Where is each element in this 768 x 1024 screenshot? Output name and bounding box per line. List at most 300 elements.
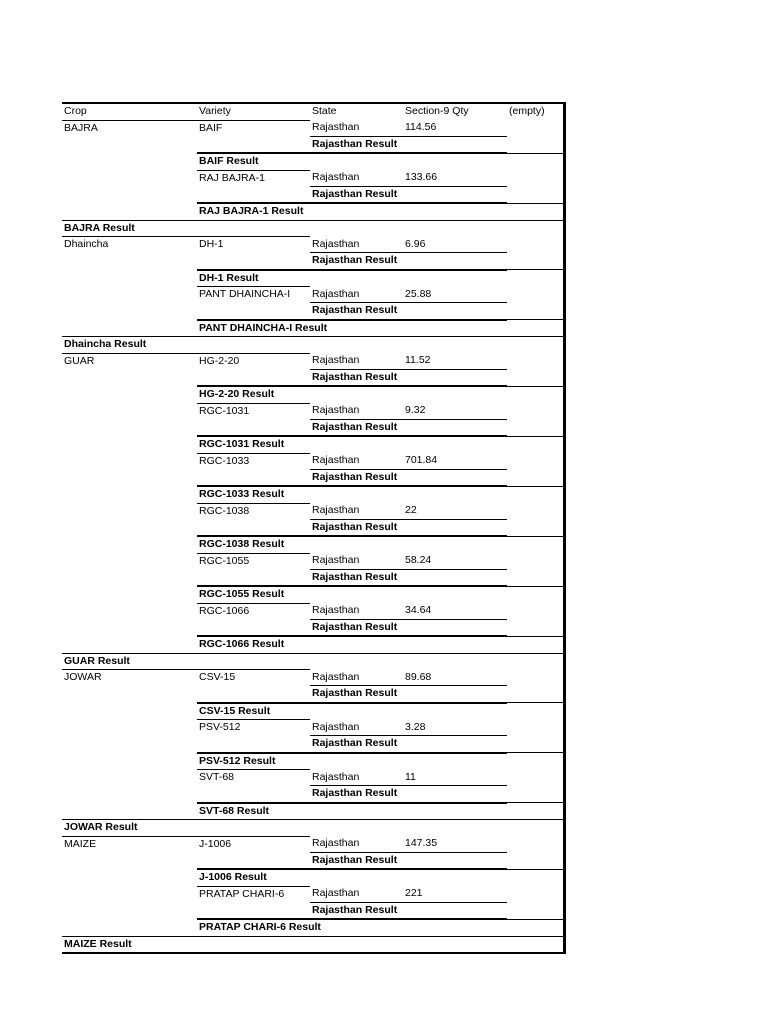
qty-cell[interactable] bbox=[403, 536, 507, 553]
state-cell[interactable]: Rajasthan Result bbox=[310, 136, 403, 153]
qty-cell[interactable]: 34.64 bbox=[405, 604, 432, 616]
qty-cell[interactable] bbox=[403, 703, 507, 720]
table-row bbox=[62, 670, 564, 686]
crop-cell[interactable] bbox=[62, 203, 197, 220]
empty-cell[interactable] bbox=[507, 287, 564, 303]
state-cell[interactable] bbox=[310, 270, 403, 287]
crop-cell[interactable] bbox=[62, 453, 197, 469]
state-cell[interactable]: Rajasthan bbox=[312, 504, 360, 516]
table-row bbox=[62, 686, 564, 703]
empty-cell[interactable] bbox=[507, 670, 564, 686]
empty-cell[interactable] bbox=[507, 503, 564, 519]
crop-cell[interactable]: JOWAR Result bbox=[62, 820, 197, 837]
empty-cell[interactable] bbox=[507, 753, 564, 770]
header-empty[interactable]: (empty) bbox=[509, 105, 545, 117]
state-cell[interactable]: Rajasthan bbox=[312, 237, 360, 250]
crop-cell[interactable] bbox=[62, 586, 197, 603]
empty-cell[interactable] bbox=[507, 686, 564, 703]
variety-cell[interactable] bbox=[197, 736, 310, 753]
variety-cell[interactable]: SVT-68 Result bbox=[197, 803, 310, 820]
crop-cell[interactable] bbox=[62, 703, 197, 720]
variety-cell[interactable] bbox=[197, 619, 310, 636]
state-cell[interactable] bbox=[310, 653, 403, 670]
state-cell[interactable] bbox=[310, 386, 403, 403]
table-row bbox=[62, 553, 564, 569]
variety-cell[interactable]: SVT-68 bbox=[197, 770, 310, 786]
crop-cell[interactable] bbox=[62, 153, 197, 170]
crop-cell[interactable] bbox=[62, 287, 197, 303]
qty-cell[interactable]: 6.96 bbox=[405, 237, 426, 250]
qty-cell[interactable] bbox=[403, 586, 507, 603]
variety-cell[interactable] bbox=[197, 337, 310, 354]
empty-cell[interactable] bbox=[507, 736, 564, 753]
qty-cell[interactable] bbox=[403, 753, 507, 770]
table-row bbox=[62, 486, 564, 503]
qty-cell[interactable] bbox=[403, 736, 507, 753]
qty-cell[interactable]: 25.88 bbox=[405, 287, 432, 300]
empty-cell[interactable] bbox=[507, 836, 564, 852]
crop-cell[interactable]: JOWAR bbox=[62, 670, 197, 686]
qty-cell[interactable] bbox=[403, 136, 507, 153]
variety-cell[interactable]: PANT DHAINCHA-I Result bbox=[197, 320, 310, 337]
state-cell[interactable]: Rajasthan bbox=[312, 287, 360, 300]
state-cell[interactable] bbox=[310, 703, 403, 720]
state-cell[interactable]: Rajasthan bbox=[312, 554, 360, 566]
variety-cell[interactable] bbox=[197, 653, 310, 670]
empty-cell[interactable] bbox=[507, 636, 564, 653]
empty-cell[interactable] bbox=[507, 320, 564, 337]
empty-cell[interactable] bbox=[507, 919, 564, 936]
empty-cell[interactable] bbox=[507, 436, 564, 453]
table-row bbox=[62, 369, 564, 386]
table-row bbox=[62, 170, 564, 186]
table-row bbox=[62, 836, 564, 852]
qty-cell[interactable] bbox=[403, 337, 507, 354]
variety-cell[interactable] bbox=[197, 419, 310, 436]
qty-cell[interactable]: 133.66 bbox=[405, 171, 438, 183]
state-cell[interactable]: Rajasthan bbox=[312, 670, 360, 683]
state-cell[interactable]: Rajasthan bbox=[312, 404, 360, 416]
table-row bbox=[62, 886, 564, 902]
crop-cell[interactable]: Dhaincha Result bbox=[62, 337, 197, 354]
table-row bbox=[62, 403, 564, 419]
state-cell[interactable]: Rajasthan Result bbox=[310, 902, 403, 919]
state-cell[interactable] bbox=[310, 337, 403, 354]
variety-cell[interactable]: PRATAP CHARI-6 Result bbox=[197, 919, 310, 936]
crop-cell[interactable]: BAJRA bbox=[62, 120, 197, 136]
table-row bbox=[62, 469, 564, 486]
state-cell[interactable]: Rajasthan bbox=[312, 887, 360, 899]
empty-cell[interactable] bbox=[507, 253, 564, 270]
table-row bbox=[62, 653, 564, 670]
variety-cell[interactable]: RGC-1033 Result bbox=[197, 486, 310, 503]
table-row bbox=[62, 619, 564, 636]
qty-cell[interactable] bbox=[403, 469, 507, 486]
crop-cell[interactable] bbox=[62, 270, 197, 287]
qty-cell[interactable]: 22 bbox=[405, 504, 417, 516]
empty-cell[interactable] bbox=[507, 403, 564, 419]
header-crop[interactable]: Crop bbox=[64, 105, 87, 117]
qty-cell[interactable] bbox=[403, 519, 507, 536]
crop-cell[interactable] bbox=[62, 320, 197, 337]
empty-cell[interactable] bbox=[507, 136, 564, 153]
crop-cell[interactable] bbox=[62, 569, 197, 586]
empty-cell[interactable] bbox=[507, 419, 564, 436]
qty-cell[interactable]: 147.35 bbox=[405, 837, 438, 849]
empty-cell[interactable] bbox=[507, 519, 564, 536]
crop-cell[interactable]: MAIZE Result bbox=[62, 936, 197, 953]
empty-cell[interactable] bbox=[507, 220, 564, 237]
variety-cell[interactable]: RGC-1038 Result bbox=[197, 536, 310, 553]
qty-cell[interactable]: 89.68 bbox=[405, 670, 432, 683]
qty-cell[interactable] bbox=[403, 486, 507, 503]
state-cell[interactable] bbox=[310, 869, 403, 886]
qty-cell[interactable] bbox=[403, 369, 507, 386]
state-cell[interactable]: Rajasthan bbox=[312, 354, 360, 366]
qty-cell[interactable] bbox=[403, 852, 507, 869]
state-cell[interactable]: Rajasthan bbox=[312, 121, 360, 133]
empty-cell[interactable] bbox=[507, 486, 564, 503]
crop-cell[interactable] bbox=[62, 519, 197, 536]
qty-cell[interactable]: 11 bbox=[405, 770, 416, 783]
table-row bbox=[62, 436, 564, 453]
state-cell[interactable]: Rajasthan Result bbox=[310, 186, 403, 203]
variety-cell[interactable]: RGC-1055 bbox=[197, 553, 310, 569]
variety-cell[interactable]: J-1006 bbox=[197, 836, 310, 852]
variety-cell[interactable]: PSV-512 Result bbox=[197, 753, 310, 770]
table-row bbox=[62, 220, 564, 237]
empty-cell[interactable] bbox=[507, 469, 564, 486]
crop-cell[interactable] bbox=[62, 303, 197, 320]
empty-cell[interactable] bbox=[507, 786, 564, 803]
variety-cell[interactable] bbox=[197, 253, 310, 270]
header-section-9-qty[interactable]: Section-9 Qty bbox=[405, 105, 469, 117]
crop-cell[interactable] bbox=[62, 869, 197, 886]
table-row bbox=[62, 453, 564, 469]
header-variety[interactable]: Variety bbox=[199, 105, 231, 117]
table-row bbox=[62, 203, 564, 220]
state-cell[interactable]: Rajasthan Result bbox=[310, 519, 403, 536]
empty-cell[interactable] bbox=[507, 237, 564, 253]
crop-cell[interactable] bbox=[62, 619, 197, 636]
variety-cell[interactable]: RGC-1031 bbox=[197, 403, 310, 419]
state-cell[interactable]: Rajasthan Result bbox=[310, 852, 403, 869]
state-cell[interactable]: Rajasthan bbox=[312, 171, 360, 183]
qty-cell[interactable] bbox=[403, 569, 507, 586]
empty-cell[interactable] bbox=[507, 153, 564, 170]
empty-cell[interactable] bbox=[507, 902, 564, 919]
empty-cell[interactable] bbox=[507, 186, 564, 203]
qty-cell[interactable] bbox=[403, 320, 507, 337]
qty-cell[interactable] bbox=[403, 786, 507, 803]
state-cell[interactable]: Rajasthan Result bbox=[310, 736, 403, 753]
variety-cell[interactable] bbox=[197, 786, 310, 803]
variety-cell[interactable] bbox=[197, 220, 310, 237]
pivot-table bbox=[62, 102, 566, 954]
state-cell[interactable]: Rajasthan Result bbox=[310, 253, 403, 270]
empty-cell[interactable] bbox=[507, 120, 564, 136]
variety-cell[interactable]: HG-2-20 Result bbox=[197, 386, 310, 403]
table-row bbox=[62, 536, 564, 553]
table-row bbox=[62, 419, 564, 436]
empty-cell[interactable] bbox=[507, 820, 564, 837]
state-cell[interactable]: Rajasthan bbox=[312, 837, 360, 849]
crop-cell[interactable] bbox=[62, 503, 197, 519]
crop-cell[interactable]: MAIZE bbox=[62, 836, 197, 852]
state-cell[interactable] bbox=[310, 919, 403, 936]
table-row bbox=[62, 136, 564, 153]
qty-cell[interactable] bbox=[403, 186, 507, 203]
empty-cell[interactable] bbox=[507, 303, 564, 320]
crop-cell[interactable]: BAJRA Result bbox=[62, 220, 197, 237]
table-row bbox=[62, 770, 564, 786]
state-cell[interactable] bbox=[310, 486, 403, 503]
qty-cell[interactable] bbox=[403, 386, 507, 403]
empty-cell[interactable] bbox=[507, 619, 564, 636]
crop-cell[interactable] bbox=[62, 536, 197, 553]
empty-cell[interactable] bbox=[507, 170, 564, 186]
table-row bbox=[62, 753, 564, 770]
empty-cell[interactable] bbox=[507, 270, 564, 287]
qty-cell[interactable]: 58.24 bbox=[405, 554, 432, 566]
qty-cell[interactable]: 701.84 bbox=[405, 454, 438, 466]
table-row bbox=[62, 519, 564, 536]
crop-cell[interactable]: Dhaincha bbox=[62, 237, 197, 253]
variety-cell[interactable] bbox=[197, 936, 310, 953]
qty-cell[interactable]: 3.28 bbox=[405, 720, 426, 733]
qty-cell[interactable] bbox=[403, 636, 507, 653]
variety-cell[interactable] bbox=[197, 469, 310, 486]
table-row bbox=[62, 386, 564, 403]
crop-cell[interactable] bbox=[62, 736, 197, 753]
crop-cell[interactable] bbox=[62, 436, 197, 453]
table-row bbox=[62, 720, 564, 736]
crop-cell[interactable] bbox=[62, 803, 197, 820]
crop-cell[interactable] bbox=[62, 636, 197, 653]
variety-cell[interactable]: CSV-15 Result bbox=[197, 703, 310, 720]
state-cell[interactable] bbox=[310, 586, 403, 603]
crop-cell[interactable] bbox=[62, 919, 197, 936]
crop-cell[interactable] bbox=[62, 469, 197, 486]
crop-cell[interactable] bbox=[62, 386, 197, 403]
empty-cell[interactable] bbox=[507, 553, 564, 569]
table-row bbox=[62, 736, 564, 753]
table-row bbox=[62, 869, 564, 886]
empty-cell[interactable] bbox=[507, 603, 564, 619]
crop-cell[interactable] bbox=[62, 886, 197, 902]
crop-cell[interactable]: GUAR Result bbox=[62, 653, 197, 670]
variety-cell[interactable]: RAJ BAJRA-1 Result bbox=[197, 203, 310, 220]
variety-cell[interactable]: J-1006 Result bbox=[197, 869, 310, 886]
table-row bbox=[62, 153, 564, 170]
state-cell[interactable] bbox=[310, 220, 403, 237]
state-cell[interactable] bbox=[310, 436, 403, 453]
variety-cell[interactable]: RGC-1066 bbox=[197, 603, 310, 619]
variety-cell[interactable]: RAJ BAJRA-1 bbox=[197, 170, 310, 186]
crop-cell[interactable] bbox=[62, 603, 197, 619]
empty-cell[interactable] bbox=[507, 353, 564, 369]
state-cell[interactable]: Rajasthan bbox=[312, 604, 360, 616]
table-row bbox=[62, 253, 564, 270]
empty-cell[interactable] bbox=[507, 703, 564, 720]
variety-cell[interactable] bbox=[197, 369, 310, 386]
state-cell[interactable]: Rajasthan Result bbox=[310, 619, 403, 636]
variety-cell[interactable]: RGC-1031 Result bbox=[197, 436, 310, 453]
empty-cell[interactable] bbox=[507, 869, 564, 886]
variety-cell[interactable]: PSV-512 bbox=[197, 720, 310, 736]
crop-cell[interactable] bbox=[62, 852, 197, 869]
crop-cell[interactable] bbox=[62, 786, 197, 803]
variety-cell[interactable]: DH-1 Result bbox=[197, 270, 310, 287]
qty-cell[interactable]: 11.52 bbox=[405, 354, 431, 366]
qty-cell[interactable] bbox=[403, 203, 507, 220]
table-row bbox=[62, 703, 564, 720]
empty-cell[interactable] bbox=[507, 453, 564, 469]
table-row bbox=[62, 503, 564, 519]
variety-cell[interactable]: BAIF bbox=[197, 120, 310, 136]
table-row bbox=[62, 287, 564, 303]
table-row bbox=[62, 237, 564, 253]
crop-cell[interactable]: GUAR bbox=[62, 353, 197, 369]
empty-cell[interactable] bbox=[507, 720, 564, 736]
state-cell[interactable] bbox=[310, 636, 403, 653]
table-row bbox=[62, 186, 564, 203]
variety-cell[interactable] bbox=[197, 136, 310, 153]
qty-cell[interactable]: 114.56 bbox=[405, 121, 437, 133]
empty-cell[interactable] bbox=[507, 886, 564, 902]
crop-cell[interactable] bbox=[62, 553, 197, 569]
crop-cell[interactable] bbox=[62, 902, 197, 919]
crop-cell[interactable] bbox=[62, 403, 197, 419]
table-row bbox=[62, 569, 564, 586]
crop-cell[interactable] bbox=[62, 720, 197, 736]
crop-cell[interactable] bbox=[62, 170, 197, 186]
qty-cell[interactable] bbox=[403, 820, 507, 837]
variety-cell[interactable]: RGC-1038 bbox=[197, 503, 310, 519]
variety-cell[interactable] bbox=[197, 303, 310, 320]
variety-cell[interactable] bbox=[197, 902, 310, 919]
qty-cell[interactable] bbox=[403, 303, 507, 320]
crop-cell[interactable] bbox=[62, 419, 197, 436]
empty-cell[interactable] bbox=[507, 203, 564, 220]
table-row bbox=[62, 353, 564, 369]
state-cell[interactable]: Rajasthan Result bbox=[310, 369, 403, 386]
qty-cell[interactable] bbox=[403, 902, 507, 919]
table-row bbox=[62, 919, 564, 936]
empty-cell[interactable] bbox=[507, 586, 564, 603]
state-cell[interactable]: Rajasthan Result bbox=[310, 469, 403, 486]
qty-cell[interactable]: 9.32 bbox=[405, 404, 426, 416]
variety-cell[interactable]: RGC-1066 Result bbox=[197, 636, 310, 653]
state-cell[interactable] bbox=[310, 753, 403, 770]
qty-cell[interactable] bbox=[403, 419, 507, 436]
variety-cell[interactable] bbox=[197, 519, 310, 536]
qty-cell[interactable] bbox=[403, 803, 507, 820]
variety-cell[interactable] bbox=[197, 820, 310, 837]
variety-cell[interactable]: RGC-1033 bbox=[197, 453, 310, 469]
table-row bbox=[62, 820, 564, 837]
state-cell[interactable]: Rajasthan Result bbox=[310, 686, 403, 703]
empty-cell[interactable] bbox=[507, 936, 564, 953]
table-row bbox=[62, 586, 564, 603]
variety-cell[interactable] bbox=[197, 186, 310, 203]
qty-cell[interactable] bbox=[403, 653, 507, 670]
table-row bbox=[62, 320, 564, 337]
state-cell[interactable] bbox=[310, 820, 403, 837]
variety-cell[interactable]: HG-2-20 bbox=[197, 353, 310, 369]
pivot-body bbox=[62, 120, 564, 953]
empty-cell[interactable] bbox=[507, 803, 564, 820]
state-cell[interactable] bbox=[310, 536, 403, 553]
state-cell[interactable] bbox=[310, 153, 403, 170]
qty-cell[interactable] bbox=[403, 436, 507, 453]
empty-cell[interactable] bbox=[507, 770, 564, 786]
qty-cell[interactable] bbox=[403, 153, 507, 170]
crop-cell[interactable] bbox=[62, 753, 197, 770]
table-row bbox=[62, 852, 564, 869]
qty-cell[interactable] bbox=[403, 686, 507, 703]
empty-cell[interactable] bbox=[507, 852, 564, 869]
empty-cell[interactable] bbox=[507, 386, 564, 403]
state-cell[interactable]: Rajasthan bbox=[312, 770, 360, 783]
crop-cell[interactable] bbox=[62, 186, 197, 203]
crop-cell[interactable] bbox=[62, 486, 197, 503]
crop-cell[interactable] bbox=[62, 770, 197, 786]
state-cell[interactable] bbox=[310, 803, 403, 820]
variety-cell[interactable]: CSV-15 bbox=[197, 670, 310, 686]
qty-cell[interactable] bbox=[403, 619, 507, 636]
header-state[interactable]: State bbox=[312, 105, 337, 117]
crop-cell[interactable] bbox=[62, 369, 197, 386]
qty-cell[interactable] bbox=[403, 869, 507, 886]
empty-cell[interactable] bbox=[507, 337, 564, 354]
state-cell[interactable]: Rajasthan bbox=[312, 454, 360, 466]
empty-cell[interactable] bbox=[507, 569, 564, 586]
variety-cell[interactable]: PRATAP CHARI-6 bbox=[197, 886, 310, 902]
variety-cell[interactable]: DH-1 bbox=[197, 237, 310, 253]
variety-cell[interactable]: PANT DHAINCHA-I bbox=[197, 287, 310, 303]
state-cell[interactable]: Rajasthan Result bbox=[310, 569, 403, 586]
state-cell[interactable] bbox=[310, 936, 403, 953]
variety-cell[interactable] bbox=[197, 852, 310, 869]
table-row bbox=[62, 603, 564, 619]
pivot-table-sheet bbox=[62, 102, 564, 954]
qty-cell[interactable] bbox=[403, 220, 507, 237]
empty-cell[interactable] bbox=[507, 653, 564, 670]
empty-cell[interactable] bbox=[507, 369, 564, 386]
state-cell[interactable]: Rajasthan Result bbox=[310, 786, 403, 803]
variety-cell[interactable]: RGC-1055 Result bbox=[197, 586, 310, 603]
empty-cell[interactable] bbox=[507, 536, 564, 553]
crop-cell[interactable] bbox=[62, 136, 197, 153]
qty-cell[interactable]: 221 bbox=[405, 887, 423, 899]
table-row bbox=[62, 936, 564, 953]
state-cell[interactable] bbox=[310, 203, 403, 220]
crop-cell[interactable] bbox=[62, 253, 197, 270]
state-cell[interactable]: Rajasthan bbox=[312, 720, 360, 733]
state-cell[interactable]: Rajasthan Result bbox=[310, 419, 403, 436]
qty-cell[interactable] bbox=[403, 919, 507, 936]
variety-cell[interactable] bbox=[197, 569, 310, 586]
qty-cell[interactable] bbox=[403, 270, 507, 287]
variety-cell[interactable]: BAIF Result bbox=[197, 153, 310, 170]
table-row bbox=[62, 120, 564, 136]
crop-cell[interactable] bbox=[62, 686, 197, 703]
variety-cell[interactable] bbox=[197, 686, 310, 703]
qty-cell[interactable] bbox=[403, 253, 507, 270]
qty-cell[interactable] bbox=[403, 936, 507, 953]
state-cell[interactable]: Rajasthan Result bbox=[310, 303, 403, 320]
